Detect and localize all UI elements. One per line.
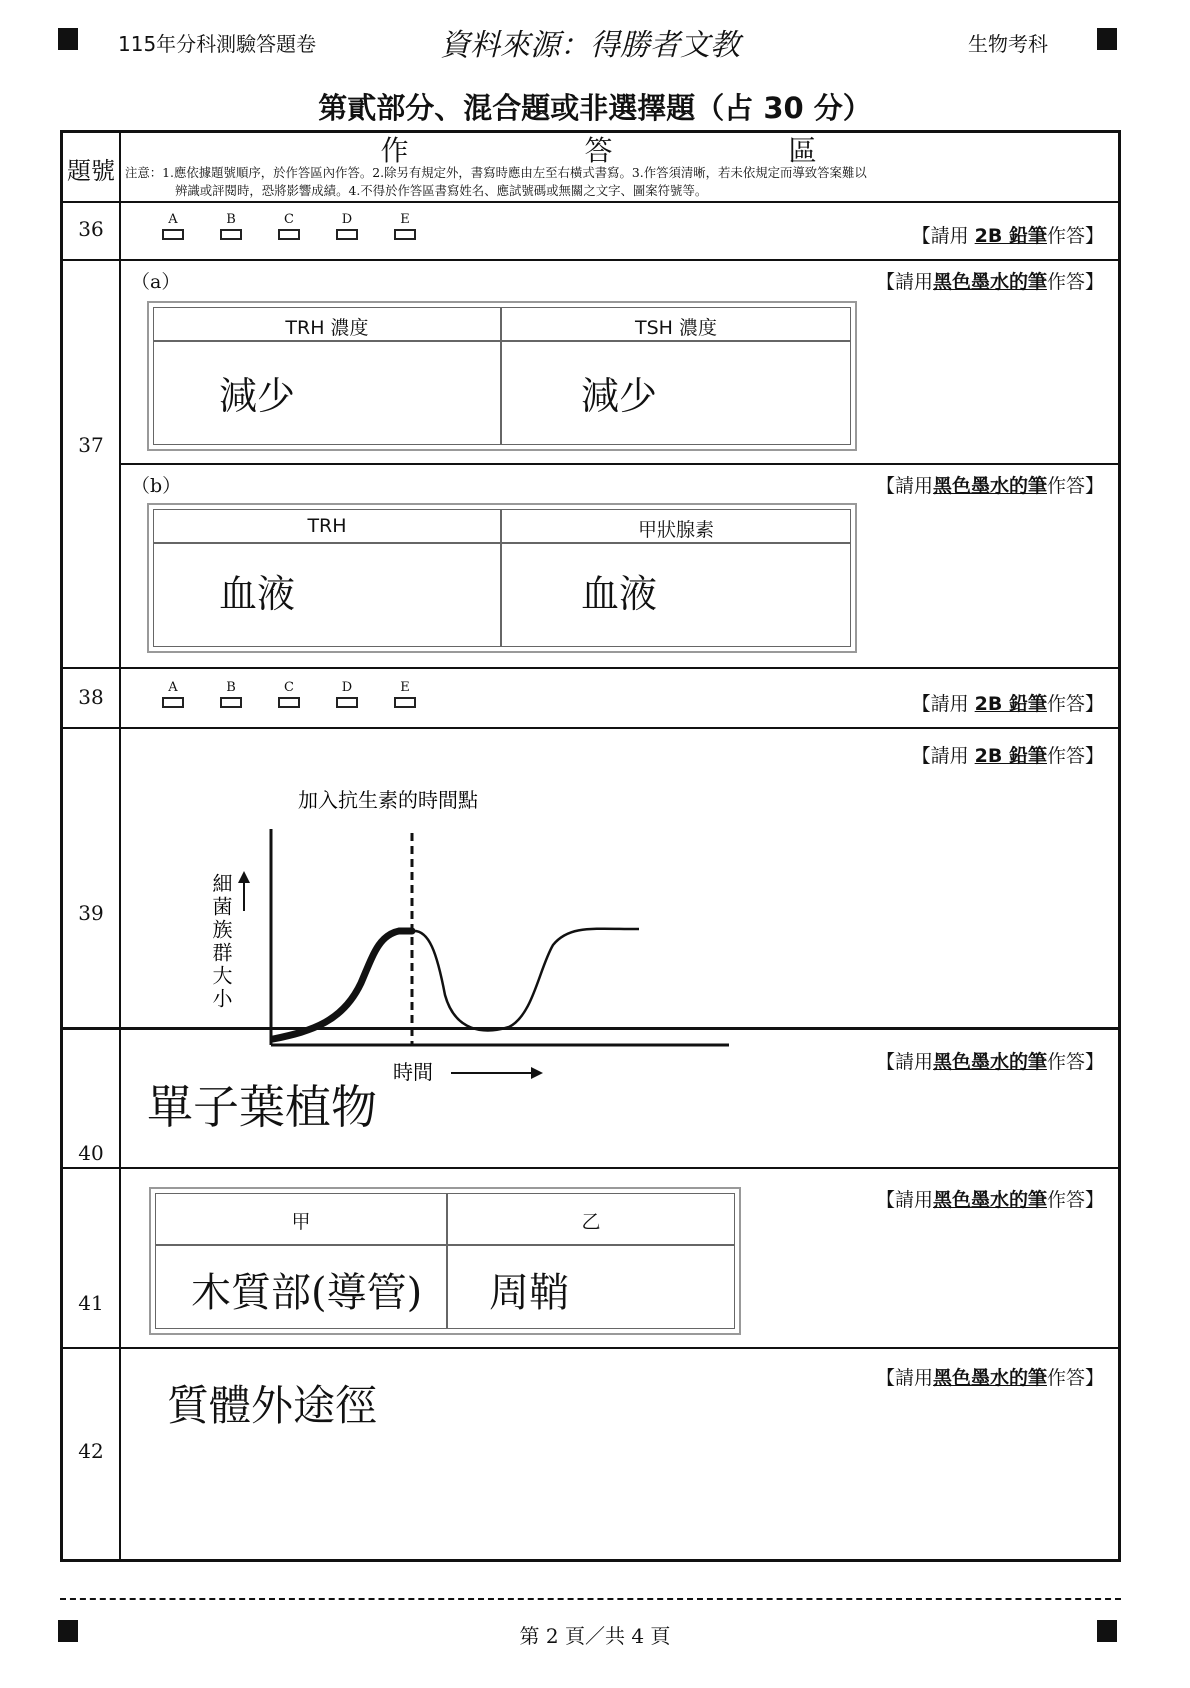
- part-label-a: （a）: [131, 271, 181, 293]
- sub-row-divider: [119, 463, 1118, 465]
- bubble-box: [220, 697, 242, 708]
- bubble-box: [220, 229, 242, 240]
- row-divider: [63, 727, 1118, 729]
- bubble-box: [394, 697, 416, 708]
- column-header: 甲: [291, 1211, 311, 1233]
- table-cell: [153, 543, 501, 647]
- choice-bubble-e[interactable]: [393, 681, 417, 708]
- answer-table-37b: [147, 503, 857, 653]
- choice-bubble-c[interactable]: [277, 213, 301, 240]
- row-divider: [63, 1347, 1118, 1349]
- choice-letter: D: [341, 212, 353, 227]
- choice-bubble-d[interactable]: [335, 213, 359, 240]
- choice-letter: A: [168, 212, 178, 227]
- choice-bubbles-36: [161, 213, 417, 240]
- handwritten-answer: 減少: [219, 374, 296, 418]
- choice-bubble-b[interactable]: [219, 681, 243, 708]
- question-number: 42: [78, 1439, 104, 1463]
- row-divider: [63, 667, 1118, 669]
- instruction-pencil: 【請用 2B 鉛筆作答】: [911, 745, 1104, 767]
- number-column-divider: [119, 133, 121, 1559]
- section-title: 第貳部分、混合題或非選擇題（占 30 分）: [318, 91, 872, 125]
- handwritten-answer: 單子葉植物: [147, 1080, 377, 1134]
- bubble-box: [278, 229, 300, 240]
- corner-marker-top-right: [1097, 28, 1117, 50]
- area-title: 作 答 區: [380, 134, 857, 167]
- choice-letter: C: [284, 680, 294, 695]
- column-header: TSH 濃度: [635, 317, 717, 339]
- choice-letter: B: [226, 680, 236, 695]
- answer-table-41: [149, 1187, 741, 1335]
- question-number: 37: [78, 433, 104, 457]
- source-note: 資料來源：得勝者文教: [440, 28, 740, 63]
- column-label: 題號: [67, 157, 115, 185]
- choice-letter: B: [226, 212, 236, 227]
- row-divider: [63, 1167, 1118, 1169]
- handwritten-answer: 質體外途徑: [167, 1381, 378, 1430]
- table-cell: [501, 341, 851, 445]
- choice-letter: E: [400, 680, 410, 695]
- exam-title: 115年分科測驗答題卷: [118, 32, 317, 56]
- choice-bubble-a[interactable]: [161, 213, 185, 240]
- question-number: 39: [78, 901, 104, 925]
- choice-letter: E: [400, 212, 410, 227]
- question-number: 38: [78, 685, 104, 709]
- population-curve-after: [412, 929, 639, 1031]
- choice-bubble-a[interactable]: [161, 681, 185, 708]
- bubble-box: [278, 697, 300, 708]
- column-header: 乙: [581, 1211, 601, 1233]
- instruction-pencil: 【請用 2B 鉛筆作答】: [911, 225, 1104, 247]
- row-divider: [63, 201, 1118, 203]
- bubble-box: [336, 229, 358, 240]
- subject-name: 生物考科: [968, 32, 1048, 56]
- corner-marker-top-left: [58, 28, 78, 50]
- table-cell: [153, 341, 501, 445]
- x-axis-label: 時間: [393, 1060, 433, 1084]
- instruction-ink: 【請用黑色墨水的筆作答】: [875, 1051, 1104, 1073]
- bubble-box: [162, 697, 184, 708]
- question-number: 41: [78, 1291, 104, 1315]
- choice-bubble-e[interactable]: [393, 213, 417, 240]
- column-header: TRH 濃度: [285, 317, 369, 339]
- instruction-pencil: 【請用 2B 鉛筆作答】: [911, 693, 1104, 715]
- choice-letter: A: [168, 680, 178, 695]
- footer-rule: [60, 1598, 1121, 1600]
- choice-letter: D: [341, 680, 353, 695]
- handwritten-answer: 木質部(導管): [191, 1270, 423, 1316]
- page-number: 第 2 頁／共 4 頁: [519, 1624, 671, 1648]
- choice-bubbles-38: [161, 681, 417, 708]
- growth-curve-before: [273, 931, 412, 1039]
- y-axis-label: 細菌族群大小: [209, 873, 233, 1011]
- part-label-b: （b）: [131, 475, 182, 497]
- handwritten-answer: 減少: [581, 374, 658, 418]
- arrow-up-icon: [238, 871, 250, 911]
- instruction-ink: 【請用黑色墨水的筆作答】: [875, 271, 1104, 293]
- bubble-box: [162, 229, 184, 240]
- column-header: TRH: [307, 515, 347, 537]
- notice-line-2: 辨識或評閱時，恐將影響成績。4.不得於作答區書寫姓名、應試號碼或無關之文字、圖案符號等。: [175, 183, 708, 198]
- answer-sheet: [60, 130, 1121, 1562]
- notice-line-1: 注意：1.應依據題號順序，於作答區內作答。2.除另有規定外，書寫時應由左至右橫式書寫。3.作答須清晰，若未依規定而導致答案難以: [125, 165, 867, 180]
- instruction-ink: 【請用黑色墨水的筆作答】: [875, 1367, 1104, 1389]
- handwritten-answer: 血液: [219, 572, 296, 616]
- question-number: 40: [78, 1141, 104, 1165]
- handwritten-answer: 血液: [581, 572, 658, 616]
- question-number: 36: [78, 217, 104, 241]
- graph-title: 加入抗生素的時間點: [298, 788, 478, 812]
- handwritten-answer: 周鞘: [489, 1270, 569, 1316]
- choice-bubble-d[interactable]: [335, 681, 359, 708]
- answer-table-37a: [147, 301, 857, 451]
- choice-letter: C: [284, 212, 294, 227]
- row-divider: [63, 259, 1118, 261]
- arrow-right-icon: [451, 1067, 543, 1079]
- row-divider: [63, 1027, 1118, 1030]
- choice-bubble-b[interactable]: [219, 213, 243, 240]
- bubble-box: [394, 229, 416, 240]
- table-cell: [501, 543, 851, 647]
- bubble-box: [336, 697, 358, 708]
- instruction-ink: 【請用黑色墨水的筆作答】: [875, 1189, 1104, 1211]
- choice-bubble-c[interactable]: [277, 681, 301, 708]
- instruction-ink: 【請用黑色墨水的筆作答】: [875, 475, 1104, 497]
- column-header: 甲狀腺素: [637, 519, 714, 541]
